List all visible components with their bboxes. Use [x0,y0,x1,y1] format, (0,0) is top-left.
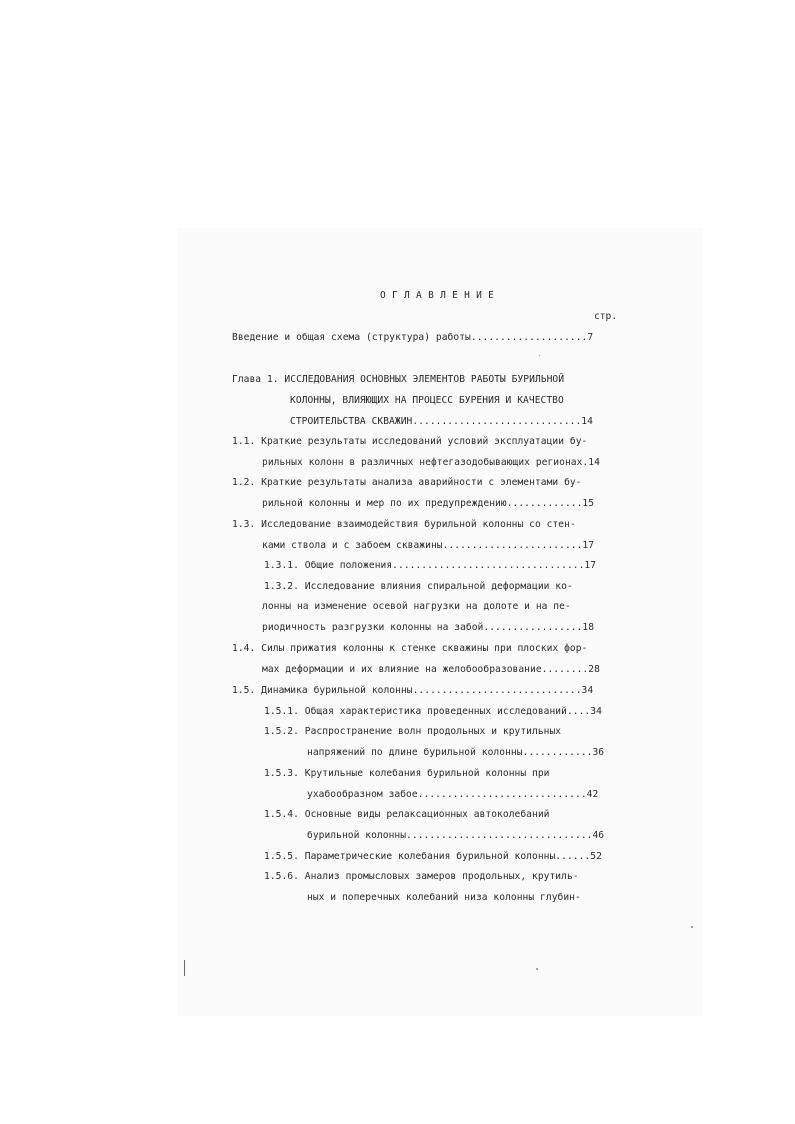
toc-entry-1-3-2-cont: лонны на изменение осевой нагрузки на долоте и на пе- [262,601,571,612]
toc-entry-chapter1: Глава 1. ИССЛЕДОВАНИЯ ОСНОВНЫХ ЭЛЕМЕНТОВ РАБОТЫ БУРИЛЬНОЙ [232,374,565,385]
toc-entry-1-5-4-cont: бурильной колонны................................46 [307,830,605,841]
scan-speck [536,968,538,970]
toc-entry-1-5-3-cont: ухабообразном забое.............................42 [307,789,599,800]
toc-entry-1-4: 1.4. Силы прижатия колонны к стенке скважины при плоских фор- [232,643,588,654]
toc-entry-1-5-6: 1.5.6. Анализ промысловых замеров продольных, крутиль- [264,871,579,882]
toc-heading: ОГЛАВЛЕНИЕ [380,290,501,301]
toc-entry-1-5-2: 1.5.2. Распространение волн продольных и крутильных [264,726,562,737]
toc-entry-1-3: 1.3. Исследование взаимодействия бурильной колонны со стен- [232,519,576,530]
page-column-label: стр. [594,311,618,322]
toc-entry-1-4-cont: мах деформации и их влияние на желобообразование........28 [262,664,600,675]
toc-entry-1-5-2-cont: напряжений по длине бурильной колонны............36 [307,747,605,758]
toc-entry-1-5-3: 1.5.3. Крутильные колебания бурильной колонны при [264,768,550,779]
toc-entry-1-2-cont: рильной колонны и мер по их предупреждению.............15 [262,498,595,509]
toc-entry-1-5: 1.5. Динамика бурильной колонны.............................34 [232,685,594,696]
toc-entry-1-3-2: 1.3.2. Исследование влияния спиральной деформации ко- [264,581,573,592]
toc-entry-1-5-6-cont: ных и поперечных колебаний низа колонны глубин- [307,892,581,903]
toc-entry-chapter1-cont: СТРОИТЕЛЬСТВА СКВАЖИН.............................14 [290,416,593,427]
toc-entry-1-5-4: 1.5.4. Основные виды релаксационных автоколебаний [264,809,550,820]
toc-entry-1-2: 1.2. Краткие результаты анализа аварийности с элементами бу- [232,477,582,488]
toc-entry-chapter1-cont: КОЛОННЫ, ВЛИЯЮЩИХ НА ПРОЦЕСС БУРЕНИЯ И КАЧЕСТВО [290,395,564,406]
toc-entry-1-3-2-cont: риодичность разгрузки колонны на забой.................18 [262,622,595,633]
toc-entry-1-3-cont: ками ствола и с забоем скважины........................17 [262,540,595,551]
scan-speck [539,355,540,356]
scan-margin-mark [184,960,185,976]
toc-entry-1-5-5: 1.5.5. Параметрические колебания бурильной колонны......52 [264,851,602,862]
toc-entry-intro: Введение и общая схема (структура) работы....................7 [232,332,594,343]
toc-entry-1-5-1: 1.5.1. Общая характеристика проведенных исследований....34 [264,706,602,717]
scan-speck [691,926,693,928]
toc-entry-1-1-cont: рильных колонн в различных нефтегазодобывающих регионах.14 [262,457,600,468]
toc-entry-1-1: 1.1. Краткие результаты исследований условий эксплуатации бу- [232,436,588,447]
toc-entry-1-3-1: 1.3.1. Общие положения.................................17 [264,560,597,571]
